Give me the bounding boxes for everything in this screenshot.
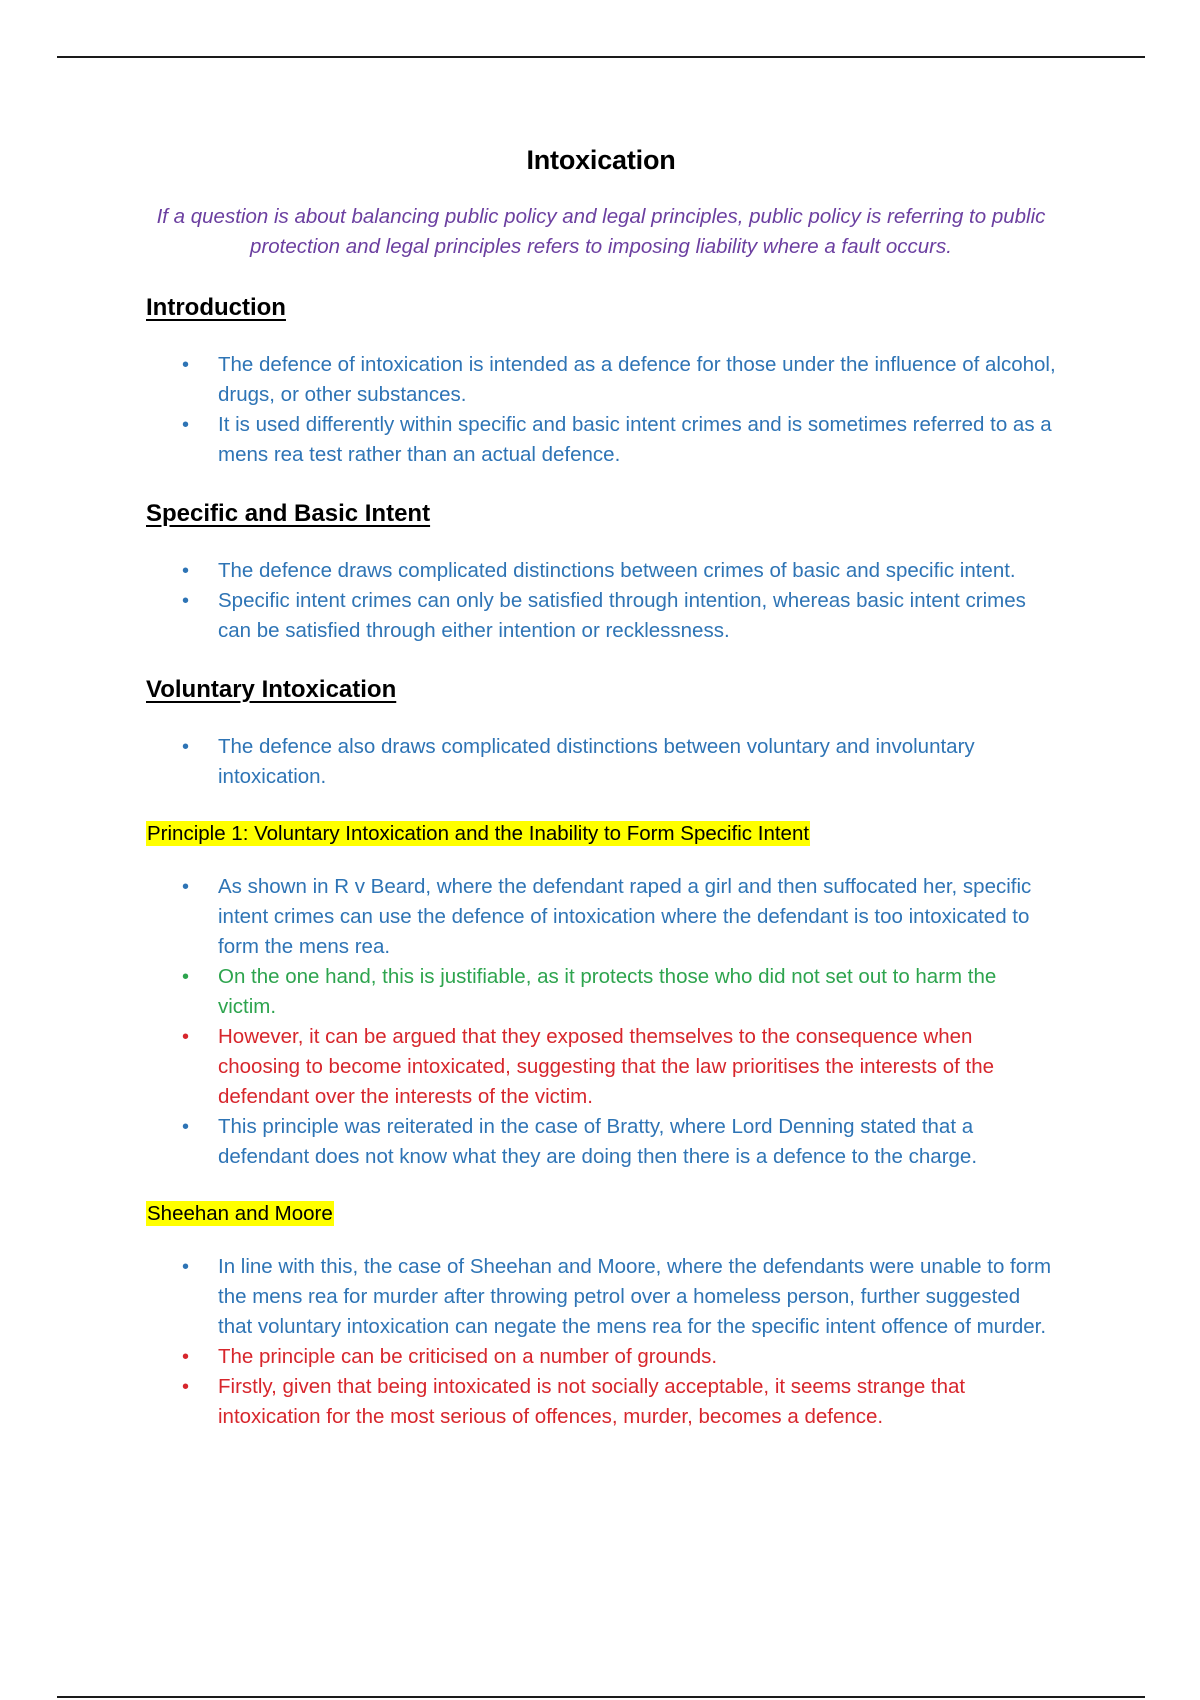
- list-item: • The defence also draws complicated distinctions between voluntary and involuntary intoxication.: [218, 732, 1056, 792]
- list-item: • On the one hand, this is justifiable, as it protects those who did not set out to harm the victim.: [218, 962, 1056, 1022]
- header-rule: [57, 56, 1145, 58]
- subheading-sheehan-and-moore: Sheehan and Moore: [147, 1202, 333, 1225]
- bullet-list-sheehan-and-moore: [146, 1252, 1056, 1432]
- document-title: Intoxication: [526, 145, 676, 175]
- list-item: • However, it can be argued that they exposed themselves to the consequence when choosing to become intoxicated, suggesting that the law prioritises the interests of the defendant over the interests of the victim.: [218, 1022, 1056, 1112]
- bullet-icon: •: [182, 590, 190, 612]
- intro-note: If a question is about balancing public policy and legal principles, public policy is referring to public protection and legal principles refers to imposing liability where a fault occurs.: [156, 205, 1046, 258]
- list-item: • This principle was reiterated in the case of Bratty, where Lord Denning stated that a defendant does not know what they are doing then there is a defence to the charge.: [218, 1112, 1056, 1172]
- section-heading-voluntary-intoxication: Voluntary Intoxication: [146, 676, 397, 703]
- bullet-icon: •: [182, 1256, 190, 1278]
- section-heading-specific-basic-intent: Specific and Basic Intent: [146, 500, 431, 527]
- bullet-icon: •: [182, 414, 190, 436]
- footer-rule: [57, 1696, 1145, 1698]
- bullet-list-principle-1: [146, 872, 1056, 1172]
- bullet-list-introduction: [146, 350, 1056, 470]
- bullet-icon: •: [182, 354, 190, 376]
- bullet-list-voluntary-intoxication: [146, 732, 1056, 792]
- bullet-icon: •: [182, 560, 190, 582]
- list-item: • The defence draws complicated distinctions between crimes of basic and specific intent.: [218, 556, 1056, 586]
- bullet-list-specific-basic-intent: [146, 556, 1056, 646]
- bullet-icon: •: [182, 966, 190, 988]
- list-item: • Firstly, given that being intoxicated is not socially acceptable, it seems strange that intoxication for the most serious of offences, murder, becomes a defence.: [218, 1372, 1056, 1432]
- subheading-principle-1: Principle 1: Voluntary Intoxication and the Inability to Form Specific Intent: [147, 822, 810, 845]
- bullet-icon: •: [182, 1116, 190, 1138]
- bullet-icon: •: [182, 1026, 190, 1048]
- list-item: • It is used differently within specific and basic intent crimes and is sometimes referred to as a mens rea test rather than an actual defence.: [218, 410, 1056, 470]
- bullet-icon: •: [182, 1376, 190, 1398]
- list-item: • As shown in R v Beard, where the defendant raped a girl and then suffocated her, specific intent crimes can use the defence of intoxication where the defendant is too intoxicated to form the mens rea.: [218, 872, 1056, 962]
- section-heading-introduction: Introduction: [146, 294, 286, 321]
- document-body: [146, 145, 1056, 1462]
- list-item: • The defence of intoxication is intended as a defence for those under the influence of alcohol, drugs, or other substances.: [218, 350, 1056, 410]
- list-item: • In line with this, the case of Sheehan and Moore, where the defendants were unable to form the mens rea for murder after throwing petrol over a homeless person, further suggested that voluntary intoxication can negate the mens rea for the specific intent offence of murder.: [218, 1252, 1056, 1342]
- bullet-icon: •: [182, 876, 190, 898]
- list-item: • The principle can be criticised on a number of grounds.: [218, 1342, 1056, 1372]
- list-item: • Specific intent crimes can only be satisfied through intention, whereas basic intent crimes can be satisfied through either intention or recklessness.: [218, 586, 1056, 646]
- bullet-icon: •: [182, 1346, 190, 1368]
- bullet-icon: •: [182, 736, 190, 758]
